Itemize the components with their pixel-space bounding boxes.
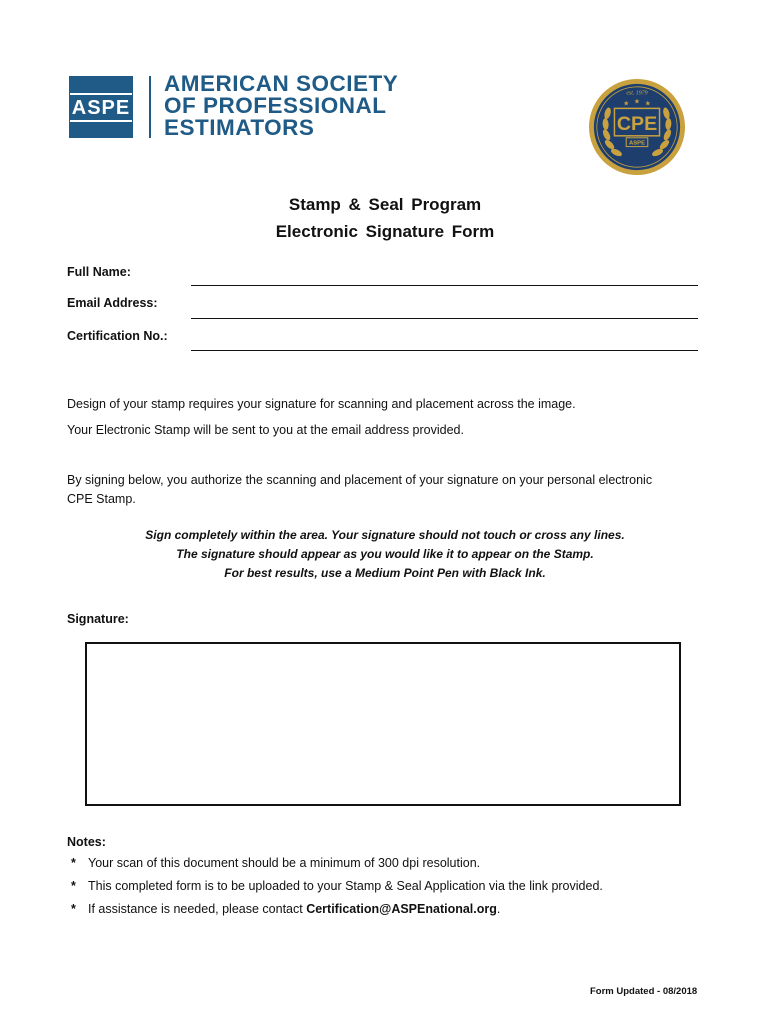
org-name-line-1: AMERICAN SOCIETY: [164, 71, 399, 96]
instruction-line-2: The signature should appear as you would like it to appear on the Stamp.: [176, 547, 594, 561]
email-address-label: Email Address:: [67, 296, 158, 310]
full-name-field[interactable]: [191, 285, 698, 286]
form-title-line-2: Electronic Signature Form: [275, 222, 495, 241]
svg-text:★: ★: [633, 98, 641, 106]
seal-small-text: ASPE: [629, 140, 645, 147]
aspe-logo: [69, 76, 133, 138]
cpe-seal-icon: [588, 78, 686, 176]
instruction-line-3: For best results, use a Medium Point Pen with Black Ink.: [224, 566, 546, 580]
note-text: Your scan of this document should be a minimum of 300 dpi resolution.: [88, 856, 481, 870]
note-item-contact: [71, 902, 500, 916]
org-name-line-3: ESTIMATORS: [164, 115, 315, 140]
note-item: [71, 879, 603, 893]
signature-label: Signature:: [67, 612, 129, 626]
bullet-star: *: [71, 879, 76, 893]
stamp-delivery-paragraph: Your Electronic Stamp will be sent to you at the email address provided.: [67, 423, 464, 437]
form-title-line-1: Stamp & Seal Program: [288, 195, 482, 214]
seal-top-text: est. 1979: [626, 90, 648, 97]
signature-box[interactable]: [85, 642, 681, 806]
logo-divider: [149, 76, 151, 138]
seal-center-text: CPE: [616, 112, 658, 135]
full-name-label: Full Name:: [67, 265, 131, 279]
bullet-star: *: [71, 902, 76, 916]
bullet-star: *: [71, 856, 76, 870]
certification-number-label: Certification No.:: [67, 329, 168, 343]
note-item: [71, 856, 480, 870]
svg-text:★: ★: [644, 100, 651, 108]
email-address-field[interactable]: [191, 318, 698, 319]
contact-prefix: If assistance is needed, please contact: [88, 902, 307, 916]
logo-abbrev: ASPE: [70, 93, 132, 122]
org-name-line-2: OF PROFESSIONAL: [164, 93, 387, 118]
contact-suffix: .: [496, 902, 501, 916]
note-text: This completed form is to be uploaded to your Stamp & Seal Application via the link provided.: [88, 879, 603, 893]
stamp-design-paragraph: Design of your stamp requires your signature for scanning and placement across the image.: [67, 397, 576, 411]
authorization-paragraph: By signing below, you authorize the scanning and placement of your signature on your personal electronic CPE Stamp.: [67, 473, 653, 506]
org-name: [164, 73, 398, 139]
notes-label: Notes:: [67, 835, 106, 849]
form-updated-footer: Form Updated - 08/2018: [590, 986, 698, 997]
contact-email-link[interactable]: Certification@ASPEnational.org: [306, 902, 497, 916]
certification-number-field[interactable]: [191, 350, 698, 351]
instruction-line-1: Sign completely within the area. Your signature should not touch or cross any lines.: [145, 528, 625, 542]
svg-text:★: ★: [623, 100, 630, 108]
